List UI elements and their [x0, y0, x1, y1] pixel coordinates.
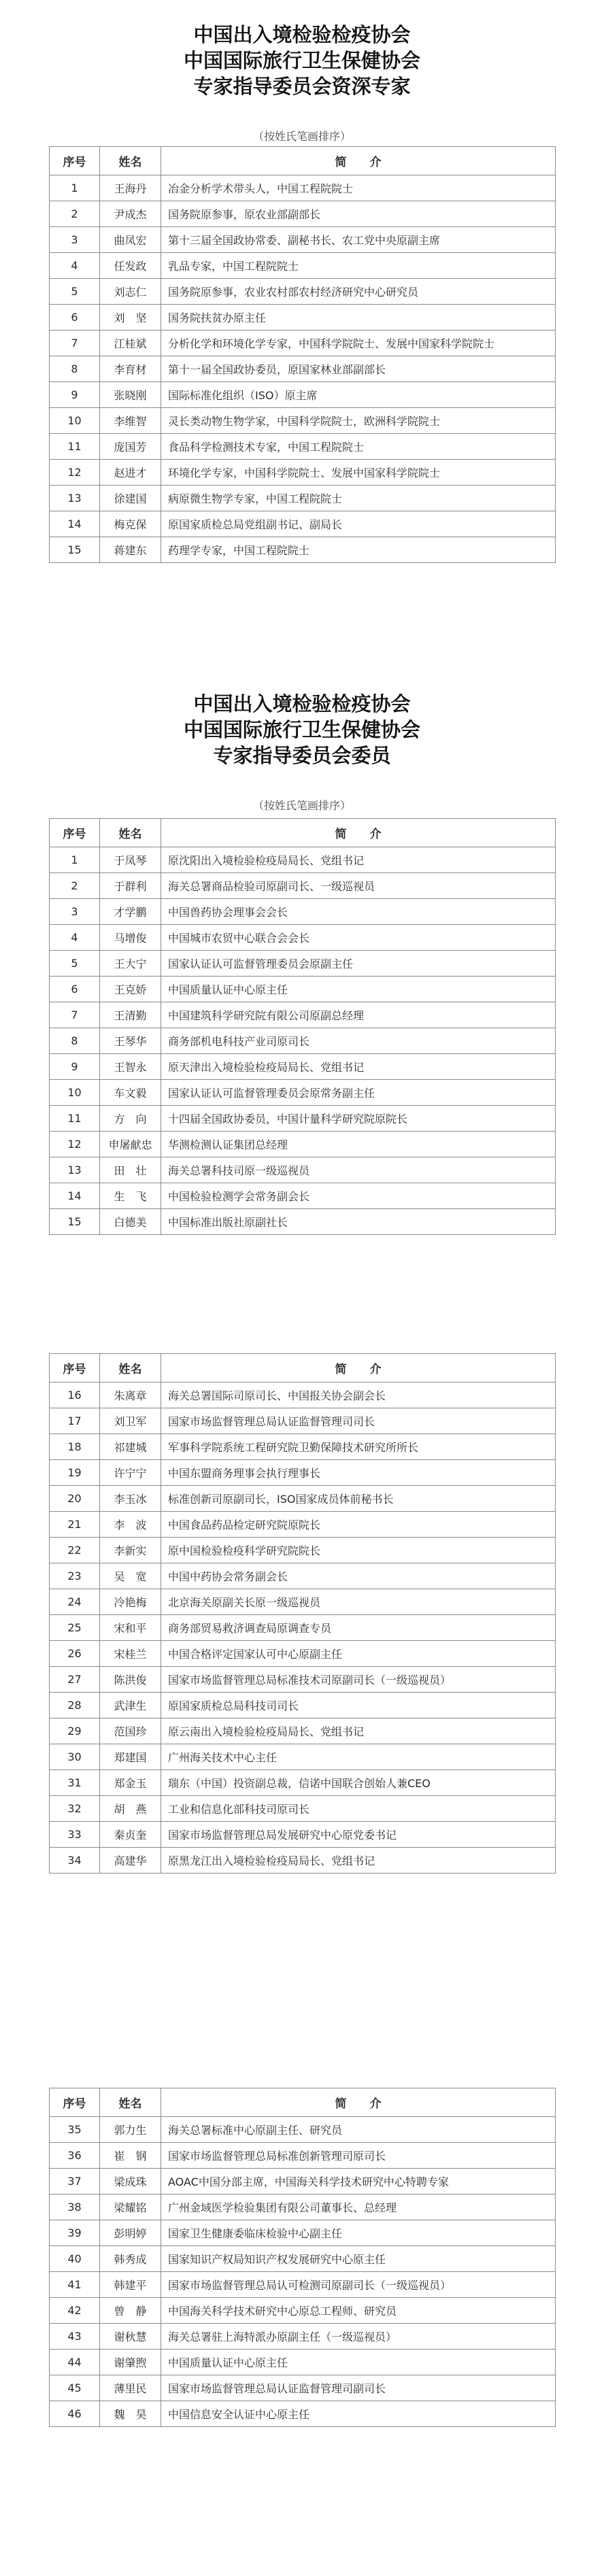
table-row: [50, 899, 556, 925]
member-intro: 海关总署国际司原司长、中国报关协会副会长: [161, 1383, 556, 1408]
member-name: 徐建国: [100, 486, 161, 511]
table-row: [50, 847, 556, 873]
row-number: 3: [50, 899, 100, 925]
table-row: [50, 2143, 556, 2169]
table-row: [50, 253, 556, 279]
member-name: 赵进才: [100, 460, 161, 486]
member-name: 蒋建东: [100, 537, 161, 563]
row-number: 16: [50, 1383, 100, 1408]
row-number: 1: [50, 847, 100, 873]
member-name: 宋和平: [100, 1615, 161, 1641]
table-row: [50, 537, 556, 563]
member-intro: 华测检测认证集团总经理: [161, 1132, 556, 1157]
row-number: 45: [50, 2375, 100, 2401]
table-row: [50, 1796, 556, 1822]
member-intro: 原沈阳出入境检验检疫局局长、党组书记: [161, 847, 556, 873]
row-number: 23: [50, 1563, 100, 1589]
table-row: [50, 1538, 556, 1563]
member-name: 刘志仁: [100, 279, 161, 305]
member-intro: 冶金分析学术带头人，中国工程院院士: [161, 175, 556, 201]
member-intro: 中国质量认证中心原主任: [161, 977, 556, 1002]
member-intro: 中国城市农贸中心联合会会长: [161, 925, 556, 951]
member-name: 刘卫军: [100, 1408, 161, 1434]
section2-sort-note: （按姓氏笔画排序）: [252, 799, 351, 812]
table-header-row: [50, 819, 556, 847]
table-header-row: [50, 2088, 556, 2117]
member-name: 陈洪俊: [100, 1667, 161, 1693]
member-intro: 原国家质检总局党组副书记、副局长: [161, 511, 556, 537]
row-number: 41: [50, 2272, 100, 2298]
row-number: 20: [50, 1486, 100, 1512]
table-row: [50, 2324, 556, 2350]
member-name: 庞国芳: [100, 434, 161, 460]
member-intro: 国务院扶贫办原主任: [161, 305, 556, 331]
row-number: 32: [50, 1796, 100, 1822]
member-name: 魏 昊: [100, 2401, 161, 2427]
member-name: 任发政: [100, 253, 161, 279]
member-name: 申屠献忠: [100, 1132, 161, 1157]
header-name: 姓名: [100, 2088, 161, 2117]
section2-title-line: 中国国际旅行卫生保健协会: [183, 718, 420, 741]
member-name: 吴 宽: [100, 1563, 161, 1589]
table-row: [50, 434, 556, 460]
row-number: 7: [50, 1002, 100, 1028]
member-name: 生 飞: [100, 1183, 161, 1209]
member-intro: 中国信息安全认证中心原主任: [161, 2401, 556, 2427]
member-name: 韩秀成: [100, 2246, 161, 2272]
row-number: 30: [50, 1744, 100, 1770]
member-name: 王清勤: [100, 1002, 161, 1028]
row-number: 46: [50, 2401, 100, 2427]
row-number: 33: [50, 1822, 100, 1848]
member-name: 梁成珠: [100, 2169, 161, 2194]
member-name: 王智永: [100, 1054, 161, 1080]
member-intro: 十四届全国政协委员，中国计量科学研究院原院长: [161, 1106, 556, 1132]
row-number: 21: [50, 1512, 100, 1538]
member-intro: 中国兽药协会理事会会长: [161, 899, 556, 925]
member-intro: 灵长类动物生物学家，中国科学院院士，欧洲科学院院士: [161, 408, 556, 434]
member-name: 车文毅: [100, 1080, 161, 1106]
member-name: 朱离章: [100, 1383, 161, 1408]
member-name: 江桂斌: [100, 331, 161, 356]
member-name: 胡 燕: [100, 1796, 161, 1822]
section1-title-line: 中国出入境检验检疫协会: [193, 23, 411, 46]
member-name: 马增俊: [100, 925, 161, 951]
row-number: 27: [50, 1667, 100, 1693]
committee-table-part2: [49, 1353, 556, 1874]
row-number: 44: [50, 2350, 100, 2375]
table-row: [50, 1132, 556, 1157]
row-number: 13: [50, 486, 100, 511]
member-name: 祁建城: [100, 1434, 161, 1460]
table-row: [50, 1434, 556, 1460]
table-row: [50, 279, 556, 305]
table-row: [50, 1002, 556, 1028]
row-number: 10: [50, 408, 100, 434]
row-number: 28: [50, 1693, 100, 1718]
table-row: [50, 486, 556, 511]
member-name: 曾 静: [100, 2298, 161, 2324]
header-name: 姓名: [100, 819, 161, 847]
member-intro: 国家认证认可监督管理委员会原常务副主任: [161, 1080, 556, 1106]
row-number: 15: [50, 1209, 100, 1235]
table-row: [50, 511, 556, 537]
table-row: [50, 951, 556, 977]
member-name: 郭力生: [100, 2117, 161, 2143]
row-number: 42: [50, 2298, 100, 2324]
member-name: 彭明婷: [100, 2220, 161, 2246]
member-intro: 国家认证认可监督管理委员会原副主任: [161, 951, 556, 977]
row-number: 31: [50, 1770, 100, 1796]
member-name: 王琴华: [100, 1028, 161, 1054]
table-row: [50, 408, 556, 434]
member-name: 谢秋慧: [100, 2324, 161, 2350]
member-name: 于凤琴: [100, 847, 161, 873]
table-row: [50, 1028, 556, 1054]
table-row: [50, 1563, 556, 1589]
section2-title-line: 中国出入境检验检疫协会: [193, 692, 411, 715]
member-intro: 国家市场监督管理总局发展研究中心原党委书记: [161, 1822, 556, 1848]
table-row: [50, 1770, 556, 1796]
member-intro: 中国中药协会常务副会长: [161, 1563, 556, 1589]
member-name: 李育材: [100, 356, 161, 382]
member-intro: 中国检验检测学会常务副会长: [161, 1183, 556, 1209]
member-name: 韩建平: [100, 2272, 161, 2298]
table-row: [50, 2117, 556, 2143]
member-name: 张晓刚: [100, 382, 161, 408]
member-intro: 军事科学院系统工程研究院卫勤保障技术研究所所长: [161, 1434, 556, 1460]
member-name: 冷艳梅: [100, 1589, 161, 1615]
table-row: [50, 331, 556, 356]
member-intro: 国际标准化组织（ISO）原主席: [161, 382, 556, 408]
member-intro: 中国合格评定国家认可中心原副主任: [161, 1641, 556, 1667]
table-row: [50, 305, 556, 331]
member-intro: 中国标准出版社原副社长: [161, 1209, 556, 1235]
row-number: 29: [50, 1718, 100, 1744]
row-number: 14: [50, 1183, 100, 1209]
table-row: [50, 2220, 556, 2246]
row-number: 2: [50, 201, 100, 227]
member-name: 高建华: [100, 1848, 161, 1874]
member-name: 李 波: [100, 1512, 161, 1538]
member-name: 薄里民: [100, 2375, 161, 2401]
member-intro: 广州海关技术中心主任: [161, 1744, 556, 1770]
row-number: 39: [50, 2220, 100, 2246]
header-number: 序号: [50, 1354, 100, 1383]
row-number: 8: [50, 1028, 100, 1054]
row-number: 12: [50, 1132, 100, 1157]
member-intro: 环境化学专家，中国科学院院士、发展中国家科学院院士: [161, 460, 556, 486]
table-row: [50, 1383, 556, 1408]
member-intro: 国家市场监督管理总局认证监督管理司副司长: [161, 2375, 556, 2401]
member-intro: 海关总署科技司原一级巡视员: [161, 1157, 556, 1183]
member-intro: 乳品专家，中国工程院院士: [161, 253, 556, 279]
row-number: 9: [50, 382, 100, 408]
member-intro: 原天津出入境检验检疫局局长、党组书记: [161, 1054, 556, 1080]
member-name: 曲凤宏: [100, 227, 161, 253]
table-row: [50, 1512, 556, 1538]
row-number: 6: [50, 977, 100, 1002]
row-number: 10: [50, 1080, 100, 1106]
table-row: [50, 2169, 556, 2194]
member-intro: 中国海关科学技术研究中心原总工程师、研究员: [161, 2298, 556, 2324]
member-intro: AOAC中国分部主席，中国海关科学技术研究中心特聘专家: [161, 2169, 556, 2194]
member-intro: 原云南出入境检验检疫局局长、党组书记: [161, 1718, 556, 1744]
member-name: 崔 钢: [100, 2143, 161, 2169]
member-name: 梁耀铭: [100, 2194, 161, 2220]
member-name: 王大宁: [100, 951, 161, 977]
member-intro: 海关总署商品检验司原副司长、一级巡视员: [161, 873, 556, 899]
table-row: [50, 201, 556, 227]
member-name: 梅克保: [100, 511, 161, 537]
member-intro: 国务院原参事，原农业部副部长: [161, 201, 556, 227]
table-row: [50, 1641, 556, 1667]
table-row: [50, 1693, 556, 1718]
member-name: 刘 坚: [100, 305, 161, 331]
section2-title: [0, 691, 604, 768]
member-name: 郑金玉: [100, 1770, 161, 1796]
table-row: [50, 1460, 556, 1486]
table-row: [50, 2298, 556, 2324]
committee-table-part3: [49, 2088, 556, 2427]
row-number: 37: [50, 2169, 100, 2194]
member-intro: 国家市场监督管理总局标准技术司原副司长（一级巡视员）: [161, 1667, 556, 1693]
header-name: 姓名: [100, 147, 161, 175]
header-intro: 简 介: [161, 819, 556, 847]
row-number: 5: [50, 279, 100, 305]
table-header-row: [50, 147, 556, 175]
row-number: 40: [50, 2246, 100, 2272]
member-intro: 中国建筑科学研究院有限公司原副总经理: [161, 1002, 556, 1028]
header-number: 序号: [50, 2088, 100, 2117]
member-name: 李玉冰: [100, 1486, 161, 1512]
table-row: [50, 1080, 556, 1106]
header-name: 姓名: [100, 1354, 161, 1383]
member-intro: 国家市场监督管理总局认可检测司原副司长（一级巡视员）: [161, 2272, 556, 2298]
member-intro: 病原微生物学专家，中国工程院院士: [161, 486, 556, 511]
member-intro: 原中国检验检疫科学研究院院长: [161, 1538, 556, 1563]
row-number: 1: [50, 175, 100, 201]
member-name: 谢肇煦: [100, 2350, 161, 2375]
table-row: [50, 1054, 556, 1080]
row-number: 43: [50, 2324, 100, 2350]
table-row: [50, 1183, 556, 1209]
committee-table-part1: [49, 818, 556, 1235]
table-row: [50, 1157, 556, 1183]
member-name: 许宁宁: [100, 1460, 161, 1486]
row-number: 11: [50, 434, 100, 460]
table-row: [50, 1848, 556, 1874]
row-number: 4: [50, 925, 100, 951]
member-intro: 商务部机电科技产业司原司长: [161, 1028, 556, 1054]
header-intro: 简 介: [161, 1354, 556, 1383]
table-row: [50, 1486, 556, 1512]
row-number: 17: [50, 1408, 100, 1434]
member-intro: 第十三届全国政协常委、副秘书长、农工党中央原副主席: [161, 227, 556, 253]
row-number: 18: [50, 1434, 100, 1460]
table-row: [50, 227, 556, 253]
row-number: 15: [50, 537, 100, 563]
table-row: [50, 1589, 556, 1615]
row-number: 7: [50, 331, 100, 356]
table-row: [50, 382, 556, 408]
table-row: [50, 356, 556, 382]
experts-table: [49, 146, 556, 563]
table-row: [50, 2194, 556, 2220]
member-name: 李维智: [100, 408, 161, 434]
table-row: [50, 1209, 556, 1235]
row-number: 6: [50, 305, 100, 331]
table-row: [50, 460, 556, 486]
table-row: [50, 2375, 556, 2401]
member-intro: 药理学专家，中国工程院院士: [161, 537, 556, 563]
table-row: [50, 175, 556, 201]
member-name: 方 向: [100, 1106, 161, 1132]
member-intro: 北京海关原副关长原一级巡视员: [161, 1589, 556, 1615]
table-row: [50, 873, 556, 899]
member-intro: 第十一届全国政协委员，原国家林业部副部长: [161, 356, 556, 382]
table-row: [50, 2246, 556, 2272]
row-number: 2: [50, 873, 100, 899]
table-row: [50, 925, 556, 951]
member-intro: 国家知识产权局知识产权发展研究中心原主任: [161, 2246, 556, 2272]
row-number: 34: [50, 1848, 100, 1874]
member-name: 田 壮: [100, 1157, 161, 1183]
member-intro: 标准创新司原副司长，ISO国家成员体前秘书长: [161, 1486, 556, 1512]
row-number: 36: [50, 2143, 100, 2169]
row-number: 24: [50, 1589, 100, 1615]
member-intro: 海关总署驻上海特派办原副主任（一级巡视员）: [161, 2324, 556, 2350]
member-intro: 广州金域医学检验集团有限公司董事长、总经理: [161, 2194, 556, 2220]
member-name: 才学鹏: [100, 899, 161, 925]
member-name: 李新实: [100, 1538, 161, 1563]
table-row: [50, 1744, 556, 1770]
member-name: 范国珍: [100, 1718, 161, 1744]
row-number: 26: [50, 1641, 100, 1667]
row-number: 8: [50, 356, 100, 382]
member-intro: 食品科学检测技术专家，中国工程院院士: [161, 434, 556, 460]
table-row: [50, 1615, 556, 1641]
member-intro: 原国家质检总局科技司司长: [161, 1693, 556, 1718]
row-number: 22: [50, 1538, 100, 1563]
row-number: 5: [50, 951, 100, 977]
row-number: 19: [50, 1460, 100, 1486]
table-row: [50, 2272, 556, 2298]
member-intro: 国家市场监督管理总局认证监督管理司司长: [161, 1408, 556, 1434]
table-header-row: [50, 1354, 556, 1383]
table-row: [50, 977, 556, 1002]
table-row: [50, 2350, 556, 2375]
section1-title-line: 专家指导委员会资深专家: [193, 75, 411, 98]
header-number: 序号: [50, 819, 100, 847]
row-number: 35: [50, 2117, 100, 2143]
member-intro: 分析化学和环境化学专家，中国科学院院士、发展中国家科学院院士: [161, 331, 556, 356]
member-intro: 工业和信息化部科技司原司长: [161, 1796, 556, 1822]
header-intro: 简 介: [161, 2088, 556, 2117]
member-intro: 国家市场监督管理总局标准创新管理司原司长: [161, 2143, 556, 2169]
table-row: [50, 1408, 556, 1434]
member-intro: 中国质量认证中心原主任: [161, 2350, 556, 2375]
member-name: 武津生: [100, 1693, 161, 1718]
member-intro: 国家卫生健康委临床检验中心副主任: [161, 2220, 556, 2246]
row-number: 14: [50, 511, 100, 537]
section1-title-line: 中国国际旅行卫生保健协会: [183, 49, 420, 72]
row-number: 12: [50, 460, 100, 486]
row-number: 9: [50, 1054, 100, 1080]
member-name: 王海丹: [100, 175, 161, 201]
member-intro: 中国食品药品检定研究院原院长: [161, 1512, 556, 1538]
table-row: [50, 1718, 556, 1744]
row-number: 11: [50, 1106, 100, 1132]
header-number: 序号: [50, 147, 100, 175]
header-intro: 简 介: [161, 147, 556, 175]
member-name: 秦贞奎: [100, 1822, 161, 1848]
member-intro: 国务院原参事，农业农村部农村经济研究中心研究员: [161, 279, 556, 305]
table-row: [50, 1106, 556, 1132]
table-row: [50, 2401, 556, 2427]
member-name: 郑建国: [100, 1744, 161, 1770]
member-intro: 瑞东（中国）投资副总裁，信诺中国联合创始人兼CEO: [161, 1770, 556, 1796]
row-number: 38: [50, 2194, 100, 2220]
member-name: 宋桂兰: [100, 1641, 161, 1667]
section1-sort-note: （按姓氏笔画排序）: [252, 130, 351, 143]
row-number: 4: [50, 253, 100, 279]
table-row: [50, 1667, 556, 1693]
member-name: 于群利: [100, 873, 161, 899]
member-intro: 中国东盟商务理事会执行理事长: [161, 1460, 556, 1486]
member-name: 王克娇: [100, 977, 161, 1002]
section2-title-line: 专家指导委员会委员: [213, 744, 391, 767]
row-number: 3: [50, 227, 100, 253]
member-name: 尹成杰: [100, 201, 161, 227]
row-number: 25: [50, 1615, 100, 1641]
member-name: 白德美: [100, 1209, 161, 1235]
row-number: 13: [50, 1157, 100, 1183]
member-intro: 原黑龙江出入境检验检疫局局长、党组书记: [161, 1848, 556, 1874]
member-intro: 海关总署标准中心原副主任、研究员: [161, 2117, 556, 2143]
member-intro: 商务部贸易救济调查局原调查专员: [161, 1615, 556, 1641]
table-row: [50, 1822, 556, 1848]
section1-title: [0, 22, 604, 99]
